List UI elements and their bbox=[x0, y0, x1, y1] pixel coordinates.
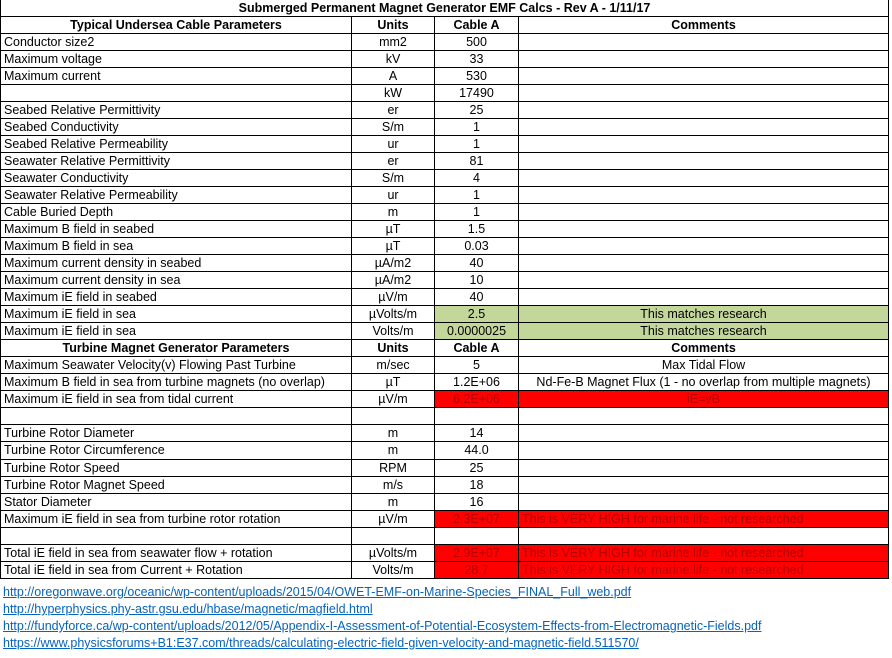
units-cell[interactable]: m bbox=[352, 442, 435, 460]
param-cell[interactable]: Maximum current density in seabed bbox=[1, 255, 352, 272]
empty-cell[interactable] bbox=[435, 408, 519, 425]
param-cell[interactable]: Seawater Conductivity bbox=[1, 170, 352, 187]
empty-cell[interactable] bbox=[519, 408, 889, 425]
value-cell[interactable]: 530 bbox=[435, 68, 519, 85]
comment-cell[interactable] bbox=[519, 255, 889, 272]
value-cell[interactable]: 44.0 bbox=[435, 442, 519, 460]
units-cell[interactable]: µT bbox=[352, 374, 435, 391]
param-cell[interactable]: Maximum B field in seabed bbox=[1, 221, 352, 238]
units-cell[interactable]: µV/m bbox=[352, 391, 435, 408]
table-row bbox=[1, 357, 889, 374]
value-cell[interactable]: 4 bbox=[435, 170, 519, 187]
comment-cell[interactable] bbox=[519, 51, 889, 68]
value-cell[interactable]: 1 bbox=[435, 119, 519, 136]
value-cell[interactable]: 1 bbox=[435, 136, 519, 153]
units-cell[interactable]: er bbox=[352, 102, 435, 119]
comment-cell[interactable]: This is VERY HIGH for marine life - not researched bbox=[519, 511, 889, 528]
comment-cell[interactable] bbox=[519, 494, 889, 511]
table-row bbox=[1, 545, 889, 562]
table-row bbox=[1, 170, 889, 187]
param-cell[interactable]: Total iE field in sea from seawater flow + rotation bbox=[1, 545, 352, 562]
comment-cell[interactable]: Nd-Fe-B Magnet Flux (1 - no overlap from multiple magnets) bbox=[519, 374, 889, 391]
empty-cell[interactable] bbox=[352, 408, 435, 425]
param-cell[interactable]: Turbine Rotor Diameter bbox=[1, 425, 352, 442]
param-cell[interactable]: Maximum current bbox=[1, 68, 352, 85]
value-cell[interactable]: 40 bbox=[435, 255, 519, 272]
reference-link[interactable]: http://fundyforce.ca/wp-content/uploads/2012/05/Appendix-I-Assessment-of-Potential-Ecosystem-Effects-from-Electromagnetic-Fields.pdf bbox=[3, 619, 762, 633]
units-cell[interactable]: m bbox=[352, 204, 435, 221]
param-cell[interactable]: Total iE field in sea from Current + Rotation bbox=[1, 562, 352, 579]
table-row bbox=[1, 221, 889, 238]
value-cell[interactable]: 2.9E+07 bbox=[435, 545, 519, 562]
comment-cell[interactable]: Max Tidal Flow bbox=[519, 357, 889, 374]
empty-row bbox=[1, 528, 889, 545]
units-cell[interactable]: mm2 bbox=[352, 34, 435, 51]
units-cell[interactable]: m bbox=[352, 494, 435, 511]
empty-cell[interactable] bbox=[519, 528, 889, 545]
value-cell[interactable]: 1.2E+06 bbox=[435, 374, 519, 391]
cable-header-units[interactable]: Units bbox=[352, 17, 435, 34]
table-row bbox=[1, 85, 889, 102]
table-row bbox=[1, 68, 889, 85]
table-row bbox=[1, 460, 889, 477]
reference-links bbox=[0, 584, 888, 652]
units-cell[interactable]: µA/m2 bbox=[352, 255, 435, 272]
comment-cell[interactable] bbox=[519, 289, 889, 306]
empty-row bbox=[1, 408, 889, 425]
comment-cell[interactable] bbox=[519, 85, 889, 102]
comment-cell[interactable] bbox=[519, 221, 889, 238]
param-cell[interactable]: Maximum voltage bbox=[1, 51, 352, 68]
turbine-header-param[interactable]: Turbine Magnet Generator Parameters bbox=[1, 340, 352, 357]
units-cell[interactable]: µT bbox=[352, 238, 435, 255]
reference-link[interactable]: https://www.physicsforums+B1:E37.com/threads/calculating-electric-field-given-velocity-and-magnetic-field.511570/ bbox=[3, 636, 639, 650]
cable-header-comments[interactable]: Comments bbox=[519, 17, 889, 34]
comment-cell[interactable] bbox=[519, 238, 889, 255]
param-cell[interactable]: Maximum iE field in sea bbox=[1, 306, 352, 323]
units-cell[interactable]: µV/m bbox=[352, 511, 435, 528]
turbine-header-value[interactable]: Cable A bbox=[435, 340, 519, 357]
value-cell[interactable]: 28.7 bbox=[435, 562, 519, 579]
table-row bbox=[1, 255, 889, 272]
param-cell[interactable]: Seabed Relative Permeability bbox=[1, 136, 352, 153]
param-cell[interactable]: Seawater Relative Permittivity bbox=[1, 153, 352, 170]
units-cell[interactable]: kV bbox=[352, 51, 435, 68]
units-cell[interactable]: m bbox=[352, 425, 435, 442]
table-row bbox=[1, 153, 889, 170]
table-row bbox=[1, 136, 889, 153]
param-cell[interactable]: Maximum iE field in sea from turbine rotor rotation bbox=[1, 511, 352, 528]
comment-cell[interactable]: This matches research bbox=[519, 306, 889, 323]
value-cell[interactable]: 40 bbox=[435, 289, 519, 306]
value-cell[interactable]: 14 bbox=[435, 425, 519, 442]
param-cell[interactable]: Turbine Rotor Circumference bbox=[1, 442, 352, 460]
table-row bbox=[1, 391, 889, 408]
param-cell[interactable]: Turbine Rotor Speed bbox=[1, 460, 352, 477]
value-cell[interactable]: 2.3E+07 bbox=[435, 511, 519, 528]
units-cell[interactable]: S/m bbox=[352, 119, 435, 136]
comment-cell[interactable]: iE=vB bbox=[519, 391, 889, 408]
cable-header-param[interactable]: Typical Undersea Cable Parameters bbox=[1, 17, 352, 34]
table-row bbox=[1, 51, 889, 68]
reference-link[interactable]: http://oregonwave.org/oceanic/wp-content/uploads/2015/04/OWET-EMF-on-Marine-Species_FINAL_Full_web.pdf bbox=[3, 585, 632, 599]
empty-cell[interactable] bbox=[435, 528, 519, 545]
units-cell[interactable]: µV/m bbox=[352, 289, 435, 306]
comment-cell[interactable]: This matches research bbox=[519, 323, 889, 340]
param-cell[interactable]: Maximum Seawater Velocity(v) Flowing Past Turbine bbox=[1, 357, 352, 374]
table-row bbox=[1, 494, 889, 511]
value-cell[interactable]: 17490 bbox=[435, 85, 519, 102]
comment-cell[interactable] bbox=[519, 425, 889, 442]
units-cell[interactable]: S/m bbox=[352, 170, 435, 187]
units-cell[interactable]: RPM bbox=[352, 460, 435, 477]
value-cell[interactable]: 33 bbox=[435, 51, 519, 68]
turbine-header-units[interactable]: Units bbox=[352, 340, 435, 357]
param-cell[interactable]: Turbine Rotor Magnet Speed bbox=[1, 477, 352, 494]
value-cell[interactable]: 2.5 bbox=[435, 306, 519, 323]
table-row bbox=[1, 306, 889, 323]
units-cell[interactable]: A bbox=[352, 68, 435, 85]
value-cell[interactable]: 0.0000025 bbox=[435, 323, 519, 340]
value-cell[interactable]: 81 bbox=[435, 153, 519, 170]
table-row bbox=[1, 425, 889, 442]
table-row bbox=[1, 289, 889, 306]
value-cell[interactable]: 1 bbox=[435, 204, 519, 221]
sheet-title: Submerged Permanent Magnet Generator EMF Calcs - Rev A - 1/11/17 bbox=[1, 0, 889, 17]
comment-cell[interactable] bbox=[519, 460, 889, 477]
comment-cell[interactable] bbox=[519, 477, 889, 494]
table-row bbox=[1, 272, 889, 289]
comment-cell[interactable] bbox=[519, 153, 889, 170]
table-row bbox=[1, 442, 889, 460]
value-cell[interactable]: 1 bbox=[435, 187, 519, 204]
comment-cell[interactable] bbox=[519, 68, 889, 85]
param-cell[interactable]: Seabed Relative Permittivity bbox=[1, 102, 352, 119]
param-cell[interactable]: Maximum B field in sea from turbine magnets (no overlap) bbox=[1, 374, 352, 391]
value-cell[interactable]: 5 bbox=[435, 357, 519, 374]
param-cell[interactable]: Seabed Conductivity bbox=[1, 119, 352, 136]
table-row bbox=[1, 511, 889, 528]
turbine-header-row bbox=[1, 340, 889, 357]
units-cell[interactable]: µVolts/m bbox=[352, 545, 435, 562]
value-cell[interactable]: 18 bbox=[435, 477, 519, 494]
table-row bbox=[1, 374, 889, 391]
units-cell[interactable]: kW bbox=[352, 85, 435, 102]
value-cell[interactable]: 25 bbox=[435, 102, 519, 119]
comment-cell[interactable] bbox=[519, 102, 889, 119]
table-row bbox=[1, 102, 889, 119]
table-row bbox=[1, 238, 889, 255]
turbine-header-comments[interactable]: Comments bbox=[519, 340, 889, 357]
value-cell[interactable]: 10 bbox=[435, 272, 519, 289]
units-cell[interactable]: Volts/m bbox=[352, 562, 435, 579]
comment-cell[interactable] bbox=[519, 204, 889, 221]
units-cell[interactable]: µVolts/m bbox=[352, 306, 435, 323]
empty-cell[interactable] bbox=[1, 528, 352, 545]
param-cell[interactable]: Stator Diameter bbox=[1, 494, 352, 511]
value-cell[interactable]: 1.5 bbox=[435, 221, 519, 238]
param-cell[interactable]: Maximum B field in sea bbox=[1, 238, 352, 255]
units-cell[interactable]: ur bbox=[352, 136, 435, 153]
param-cell[interactable]: Cable Buried Depth bbox=[1, 204, 352, 221]
param-cell[interactable]: Conductor size2 bbox=[1, 34, 352, 51]
param-cell[interactable]: Maximum iE field in sea bbox=[1, 323, 352, 340]
comment-cell[interactable]: This is VERY HIGH for marine life - not researched bbox=[519, 545, 889, 562]
reference-link[interactable]: http://hyperphysics.phy-astr.gsu.edu/hbase/magnetic/magfield.html bbox=[3, 602, 373, 616]
units-cell[interactable]: µA/m2 bbox=[352, 272, 435, 289]
empty-cell[interactable] bbox=[1, 408, 352, 425]
units-cell[interactable]: er bbox=[352, 153, 435, 170]
value-cell[interactable]: 16 bbox=[435, 494, 519, 511]
table-row bbox=[1, 119, 889, 136]
units-cell[interactable]: m/s bbox=[352, 477, 435, 494]
table-row bbox=[1, 34, 889, 51]
table-row bbox=[1, 323, 889, 340]
units-cell[interactable]: µT bbox=[352, 221, 435, 238]
comment-cell[interactable] bbox=[519, 170, 889, 187]
comment-cell[interactable] bbox=[519, 136, 889, 153]
table-row bbox=[1, 204, 889, 221]
param-cell[interactable]: Maximum current density in sea bbox=[1, 272, 352, 289]
value-cell[interactable]: 500 bbox=[435, 34, 519, 51]
table-row bbox=[1, 562, 889, 579]
table-row bbox=[1, 477, 889, 494]
comment-cell[interactable] bbox=[519, 442, 889, 460]
empty-cell[interactable] bbox=[352, 528, 435, 545]
value-cell[interactable]: 0.03 bbox=[435, 238, 519, 255]
comment-cell[interactable] bbox=[519, 187, 889, 204]
comment-cell[interactable] bbox=[519, 34, 889, 51]
table-row bbox=[1, 187, 889, 204]
param-cell[interactable] bbox=[1, 85, 352, 102]
value-cell[interactable]: 6.2E+06 bbox=[435, 391, 519, 408]
title-row bbox=[1, 0, 889, 17]
units-cell[interactable]: ur bbox=[352, 187, 435, 204]
comment-cell[interactable]: This is VERY HIGH for marine life - not researched bbox=[519, 562, 889, 579]
units-cell[interactable]: m/sec bbox=[352, 357, 435, 374]
comment-cell[interactable] bbox=[519, 272, 889, 289]
value-cell[interactable]: 25 bbox=[435, 460, 519, 477]
param-cell[interactable]: Seawater Relative Permeability bbox=[1, 187, 352, 204]
param-cell[interactable]: Maximum iE field in seabed bbox=[1, 289, 352, 306]
param-cell[interactable]: Maximum iE field in sea from tidal current bbox=[1, 391, 352, 408]
comment-cell[interactable] bbox=[519, 119, 889, 136]
cable-header-value[interactable]: Cable A bbox=[435, 17, 519, 34]
cable-header-row bbox=[1, 17, 889, 34]
units-cell[interactable]: Volts/m bbox=[352, 323, 435, 340]
